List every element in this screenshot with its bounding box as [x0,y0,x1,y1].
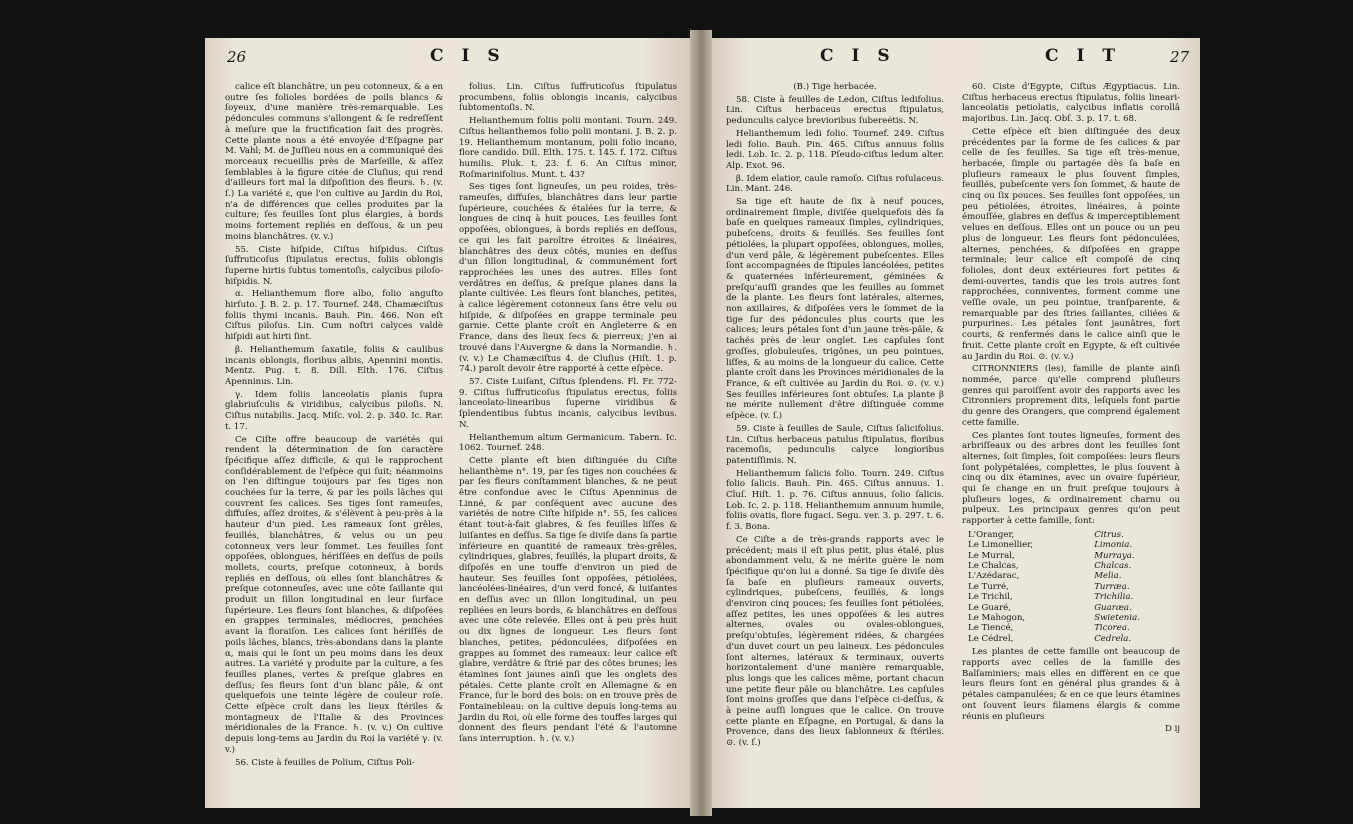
paragraph: Helianthemum foliis polii montani. Tourn. 249. Ciſtus helianthemos folio polii montani. J. B. 2. p. 19. Helianthemum montanum, polii folio incano, flore candido. Dill. Elth. 175. t. 145. f. 172. Ciſtus humilis. Pluk. t. 23. f. 6. An Ciſtus minor, Roſmarinifolius. Munt. t. 43? [459,116,677,180]
paragraph: 58. Ciste à feuilles de Ledon, Ciſtus ledifolius. Lin. Ciſtus herbaceus erectus ſtipulatus, pedunculis calyce brevioribus ſubereétis. N. [726,94,944,127]
genus-latin-name: Murraya. [1094,550,1135,561]
genus-row [962,530,1180,540]
genus-row [962,592,1180,602]
left-page [205,38,700,808]
genus-french-name: Le Cédrel, [968,633,1014,644]
genera-list [962,530,1180,644]
paragraph: Cette eſpèce eſt bien diſtinguée des deux précédentes par la forme de ſes calices & par celle de ſes feuilles. Sa tige eſt très-menue, herbacée, ſimple ou partagée dès ſa baſe en pluſieurs rameaux le plus ſouvent ſimples, feuillés, pubeſcente vers ſon ſommet, & haute de cinq ou ſix pouces. Ses feuilles ſont oppoſées, un peu pétiolées, étroites, linéaires, à pointe émouſſée, glabres en deſſus & imperceptiblement velues en deſſous. Elles ont un pouce ou un peu plus de longueur. Les fleurs ſont pédonculées, alternes, penchées, & diſpoſées en grappe terminale; leur calice eſt compoſé de cinq folioles, dont deux extérieures fort petites & demi-ouvertes, tandis que les trois autres ſont rapprochées, conniventes, forment comme une veſſie ovale, un peu pointue, tranſparente, & remarquable par des ſtries ſaillantes, ciliées & purpurines. Les pétales ſont jaunâtres, fort courts, & renfermés dans le calice ainſi que le fruit. Cette plante croît en Egypte, & eſt cultivée au Jardin du Roi. ⊙. (v. v.) [962,126,1180,362]
genus-french-name: Le Limonellier, [968,540,1034,551]
paragraph: α. Helianthemum flore albo, folio anguſto hirſuto. J. B. 2. p. 17. Tournef. 248. Chamæciſtus foliis thymi incanis. Bauh. Pin. 466. Non eſt Ciſtus piloſus. Lin. Cum noſtri calyces valdè hiſpidi aut hirti ſint. [225,289,443,343]
genus-french-name: Le Murral, [968,550,1015,561]
paragraph: Helianthemum ſalicis folio. Tourn. 249. Ciſtus folio ſalicis. Bauh. Pin. 465. Ciſtus annuus. 1. Cluſ. Hiſt. 1. p. 76. Ciſtus annuus, ſolio ſalicis. Lob. Ic. 2. p. 118. Helianthemum annuum humile, foliis ovatis, flore fugaci. Segu. ver. 3. p. 297. t. 6. f. 3. Bona. [726,468,944,533]
genus-latin-name: Citrus. [1094,529,1124,540]
paragraph: 60. Ciste d'Egypte, Ciſtus Ægyptiacus. Lin. Ciſtus herbaceus erectus ſtipulatus, foliis lineari-lanceolatis petiolatis, calycibus inflatis corollâ majoribus. Lin. Jacq. Obſ. 3. p. 17. t. 68. [962,82,1180,125]
genus-row [962,571,1180,581]
paragraph: CITRONNIERS (les), famille de plante ainſi nommée, parce qu'elle comprend pluſieurs genres qui paroiſſent avoir des rapports avec les Citronniers proprement dits, leſquels font partie du genre des Orangers, que comprend également cette famille. [962,364,1180,428]
genus-french-name: Le Trichil, [968,592,1013,603]
right-running-head-2: C I T [1045,46,1121,66]
genus-row [962,613,1180,623]
paragraph: (B.) Tige herbacée. [793,82,877,92]
paragraph: Ces plantes ſont toutes ligneuſes, forment des arbriſſeaux ou des arbres dont les feuilles ſont alternes, ſoit ſimples, ſoit compoſées: leurs fleurs ſont polypétalées, complettes, le plus ſouvent à cinq ou dix étamines, avec un ovaire ſupérieur, qui ſe change en un fruit preſque toujours à pluſieurs loges, & ordinairement charnu ou pulpeux. Les principaux genres qu'on peut rapporter à cette famille, ſont: [962,430,1180,527]
book-gutter [690,30,712,816]
genus-french-name: Le Guaré, [968,602,1011,613]
right-column-2-text-after [962,647,1180,722]
genus-row [962,582,1180,592]
right-page-number: 27 [1170,48,1190,66]
genus-row [962,623,1180,633]
genus-row [962,540,1180,550]
genus-latin-name: Cedrela. [1094,633,1132,644]
genus-row [962,551,1180,561]
left-column-1 [225,82,443,770]
paragraph: calice eſt blanchâtre, un peu cotonneux, & a en outre ſes folioles bordées de poils blancs & ſoyeux, d'une manière très-remarquable. Les pédoncules communs s'allongent & ſe redreſſent à meſure que la fructification ſait des progrès. Cette plante nous a été envoyée d'Eſpagne par M. Vahl; M. de Juſſieu nous en a communiqué des morceaux recueillis près de Marſeille, & aſſez ſemblables à la figure citée de Cluſius, qui rend d'ailleurs fort mal la diſpoſition des fleurs. ♄. (v. ſ.) La variété ε, que l'on cultive au Jardin du Roi, n'a de différences que celles produites par la culture; ſes feuilles ſont plus élargies, à bords moins fortement repliés en deſſous, & un peu moins blanchâtres. (v. v.) [225,82,443,242]
left-running-head: C I S [430,46,506,66]
paragraph: Ses tiges ſont ligneuſes, un peu roides, très-rameuſes, diffuſes, blanchâtres dans leur partie ſupérieure, couchées & étalées ſur la terre, & longues de cinq à huit pouces. Les feuilles ſont oppoſées, oblongues, à bords repliés en deſſous, ce qui les fait paroître étroites & linéaires, blanchâtres des deux côtés, munies en deſſus d'un ſillon longitudinal, & communément fort rapprochées les unes des autres. Elles ſont verdâtres en deſſus, & preſque planes dans la plante cultivée. Les fleurs ſont blanches, petites, à calice légèrement cotonneux ſans être velu ou hiſpide, & diſpoſées en grappe terminale peu garnie. Cette plante croît en Angleterre & en France, dans des lieux ſecs & pierreux; j'en ai trouvé dans l'Auvergne & dans la Normandie. ♄. (v. v.) Le Chamæciſtus 4. de Cluſius (Hiſt. 1. p. 74.) paroît devoir être rapporté à cette eſpèce. [459,182,677,375]
paragraph: 59. Ciste à feuilles de Saule, Ciſtus ſalicifolius. Lin. Ciſtus herbaceus patulus ſtipulatus, floribus racemoſis, pedunculis calyce longioribus patentiſſimis. N. [726,423,944,466]
paragraph: Helianthemum ledi folio. Tournef. 249. Ciſtus ledi folio. Bauh. Pin. 465. Ciſtus annuus foliis ledi. Lob. Ic. 2. p. 118. Pſeudo-ciſtus ledum alter. Alp. Exot. 96. [726,128,944,171]
right-column-1 [726,82,944,751]
genus-row [962,603,1180,613]
genus-french-name: Le Mahogon, [968,613,1026,624]
right-column-2-text [962,82,1180,527]
paragraph: γ. Idem foliis lanceolatis planis ſupra glabriuſculis & viridibus, calycibus piloſis. N. Ciſtus nutabilis. Jacq. Miſc. vol. 2. p. 340. Ic. Rar. t. 17. [225,389,443,432]
left-page-number: 26 [227,48,247,66]
paragraph: β. Helianthemum ſaxatile, foliis & caulibus incanis oblongis, floribus albis, Apennini montis. Mentz. Pug. t. 8. Dill. Elth. 176. Ciſtus Apenninus. Lin. [225,344,443,387]
paragraph: β. Idem elatior, caule ramoſo. Ciſtus roſulaceus. Lin. Mant. 246. [726,173,944,195]
left-column-2 [459,82,677,747]
genus-latin-name: Turræa. [1094,581,1130,592]
genus-french-name: Le Turré, [968,581,1009,592]
paragraph: folius. Lin. Ciſtus ſuffruticoſus ſtipulatus procumbens, foliis oblongis incanis, calycibus ſubtomentoſis. N. [459,82,677,114]
paragraph: 56. Ciste à feuilles de Polium, Ciſtus Poli- [235,757,415,768]
genus-row [962,634,1180,644]
paragraph: Sa tige eſt haute de ſix à neuf pouces, ordinairement ſimple, diviſée quelquefois dès ſa baſe en quelques rameaux ſimples, cylindriques, pubeſcens, droits & feuillés. Ses feuilles ſont pétiolées, la plupart oppoſées, oblongues, molles, d'un verd pâle, & légèrement pubeſcentes. Elles ſont accompagnées de ſtipules lancéolées, petites & quaternées inférieurement, géminées & preſqu'auſſi grandes que les feuilles au ſommet de la plante. Les fleurs ſont latérales, alternes, non axillaires, & diſpoſées vers le ſommet de la tige ſur des pédoncules plus courts que les calices; leurs pétales ſont d'un jaune très-pâle, & tachés près de leur onglet. Les capſules ſont groſſes, globuleuſes, trigônes, un peu pointues, liſſes, & au moins de la longueur du calice. Cette plante croît dans les Provinces méridionales de la France, & eſt cultivée au Jardin du Roi. ⊙. (v. v.) Ses feuilles inférieures ſont obtuſes. La plante β ne mérite nullement d'être diſtinguée comme eſpèce. (v. ſ.) [726,197,944,422]
paragraph: Ce Ciſte a de très-grands rapports avec le précédent; mais il eſt plus petit, plus étalé, plus abondamment velu, & ne mérite guère le nom ſpécifique qu'on lui a donné. Sa tige ſe diviſe dès ſa baſe en pluſieurs rameaux ouverts, cylindriques, pubeſcens, feuillés, & longs d'environ cinq pouces; ſes feuilles ſont pétiolées, aſſez petites, les unes oppoſées & les autres alternes, ovales ou ovales-oblongues, preſqu'obtuſes, légèrement ridées, & chargées d'un duvet court un peu laineux. Les pédoncules ſont alternes, latéraux & terminaux, ouverts horizontalement d'une manière remarquable, plus longs que les calices même, portant chacun une petite fleur pâle ou blanchâtre. Les capſules ſont moins groſſes que dans l'eſpèce ci-deſſus, & à peine auſſi longues que le calice. On trouve cette plante en Eſpagne, en Portugal, & dans la Provence, dans des lieux ſablonneux & ſtériles. ⊙. (v. ſ.) [726,534,944,749]
genus-latin-name: Guaræa. [1094,602,1132,613]
genus-latin-name: Melia. [1094,571,1122,582]
genus-latin-name: Chalcas. [1094,561,1132,572]
genus-french-name: L'Oranger, [968,529,1015,540]
right-running-head: C I S [820,46,896,66]
genus-latin-name: Limonia. [1094,540,1133,551]
genus-latin-name: Ticorea. [1094,623,1130,634]
genus-french-name: L'Azédarac, [968,571,1020,582]
genus-latin-name: Trichilia. [1094,592,1134,603]
right-page [700,38,1200,808]
paragraph: Ce Ciſte offre beaucoup de variétés qui rendent la détermination de ſon caractère ſpécifique aſſez difficile, & qui le rapprochent conſidérablement de l'eſpèce qui ſuit; néanmoins on l'en diſtingue toujours par ſes tiges non couchées ſur la terre, & par les poils lâches qui couvrent ſes calices. Ses tiges ſont rameuſes, diffuſes, aſſez droites, & s'élèvent à peu-près à la hauteur d'un pied. Les rameaux ſont grêles, feuillés, blanchâtres, & velus ou un peu cotonneux vers leur ſommet. Les feuilles ſont oppoſées, oblongues, hériſſées en deſſus de poils mollets, courts, preſque cotonneux, à bords repliés en deſſous, où elles ſont blanchâtres & preſque cotonneuſes, avec une côte ſaillante qui produit un ſillon longitudinal en leur ſurface ſupérieure. Les fleurs ſont blanches, & diſpoſées en grappes terminales, médiocres, penchées avant la floraiſon. Les calices ſont hériſſés de poils lâches, blancs, très-abondans dans la plante α, mais qui le ſont un peu moins dans les deux autres. La variété γ produite par la culture, a ſes feuilles planes, vertes & preſque glabres en deſſus; ſes fleurs ſont d'un blanc pâle, & ont quelquefois une teinte légère de couleur roſe. Cette eſpèce croît dans les lieux ſtériles & montagneux de l'Italie & des Provinces méridionales de la France. ♄. (v. v.) On cultive depuis long-tems au Jardin du Roi la variété γ. (v. v.) [225,434,443,755]
paragraph: Cette plante eſt bien diſtinguée du Ciſte helianthème n°. 19, par ſes tiges non couchées & par ſes fleurs conſtamment blanches, & ne peut être confondue avec le Ciſtus Apenninus de Linné, & par conſéquent avec aucune des variétés de notre Ciſte hiſpide n°. 55, ſes calices étant tout-à-fait glabres, & ſes feuilles liſſes & luiſantes en deſſus. Sa tige ſe diviſe dans ſa partie inférieure en quantité de rameaux très-grêles, cylindriques, glabres, feuillés, la plupart droits, & diſpoſés en une touffe d'environ un pied de hauteur. Ses feuilles ſont oppoſées, pétiolées, lancéolées-linéaires, d'un verd foncé, & luiſantes en deſſus avec un ſillon longitudinal, un peu repliées en leurs bords, & blanchâtres en deſſous avec une côte relevée. Elles ont à peu près huit ou dix lignes de longueur. Les fleurs ſont blanches, petites, pédonculées, diſpoſées en grappes au ſommet des rameaux: leur calice eſt glabre, verdâtre & ſtrié par des côtes brunes; les étamines ſont jaunes ainſi que les onglets des pétales. Cette plante croît en Allemagne & en France, ſur le bord des bois: on en trouve près de Fontainebleau: on la cultive depuis long-tems au Jardin du Roi, où elle forme des touffes larges qui donnent des fleurs pendant l'été & l'automne ſans interruption. ♄. (v. v.) [459,455,677,745]
right-column-2 [962,82,1180,737]
genus-french-name: Le Tiencé, [968,623,1014,634]
paragraph: Helianthemum altum Germanicum. Tabern. Ic. 1062. Tournef. 248. [459,432,677,454]
genus-latin-name: Swietenia. [1094,613,1140,624]
genus-row [962,561,1180,571]
signature-mark: D ij [1164,724,1180,735]
genus-french-name: Le Chalcas, [968,561,1019,572]
paragraph: 57. Ciste Luiſant, Ciſtus ſplendens. Fl. Fr. 772-9. Ciſtus ſuffruticoſus ſtipulatus erectus, foliis lanceolato-linearibus ſuperne viridibus & ſplendentibus ſubtus incanis, calycibus levibus. N. [459,376,677,430]
paragraph: Les plantes de cette famille ont beaucoup de rapports avec celles de la famille des Balſaminiers; mais elles en diffèrent en ce que leurs fleurs ſont en général plus grandes & à pétales campanulées; & en ce que leurs étamines ont ſouvent leurs filamens élargis & comme réunis en pluſieurs [962,647,1180,722]
paragraph: 55. Ciste hiſpide, Ciſtus hiſpidus. Ciſtus ſuffruticoſus ſtipulatus erectus, foliis oblongis ſuperne hirtis ſubtus tomentoſis, calycibus piloſo-hiſpidis. N. [225,244,443,287]
